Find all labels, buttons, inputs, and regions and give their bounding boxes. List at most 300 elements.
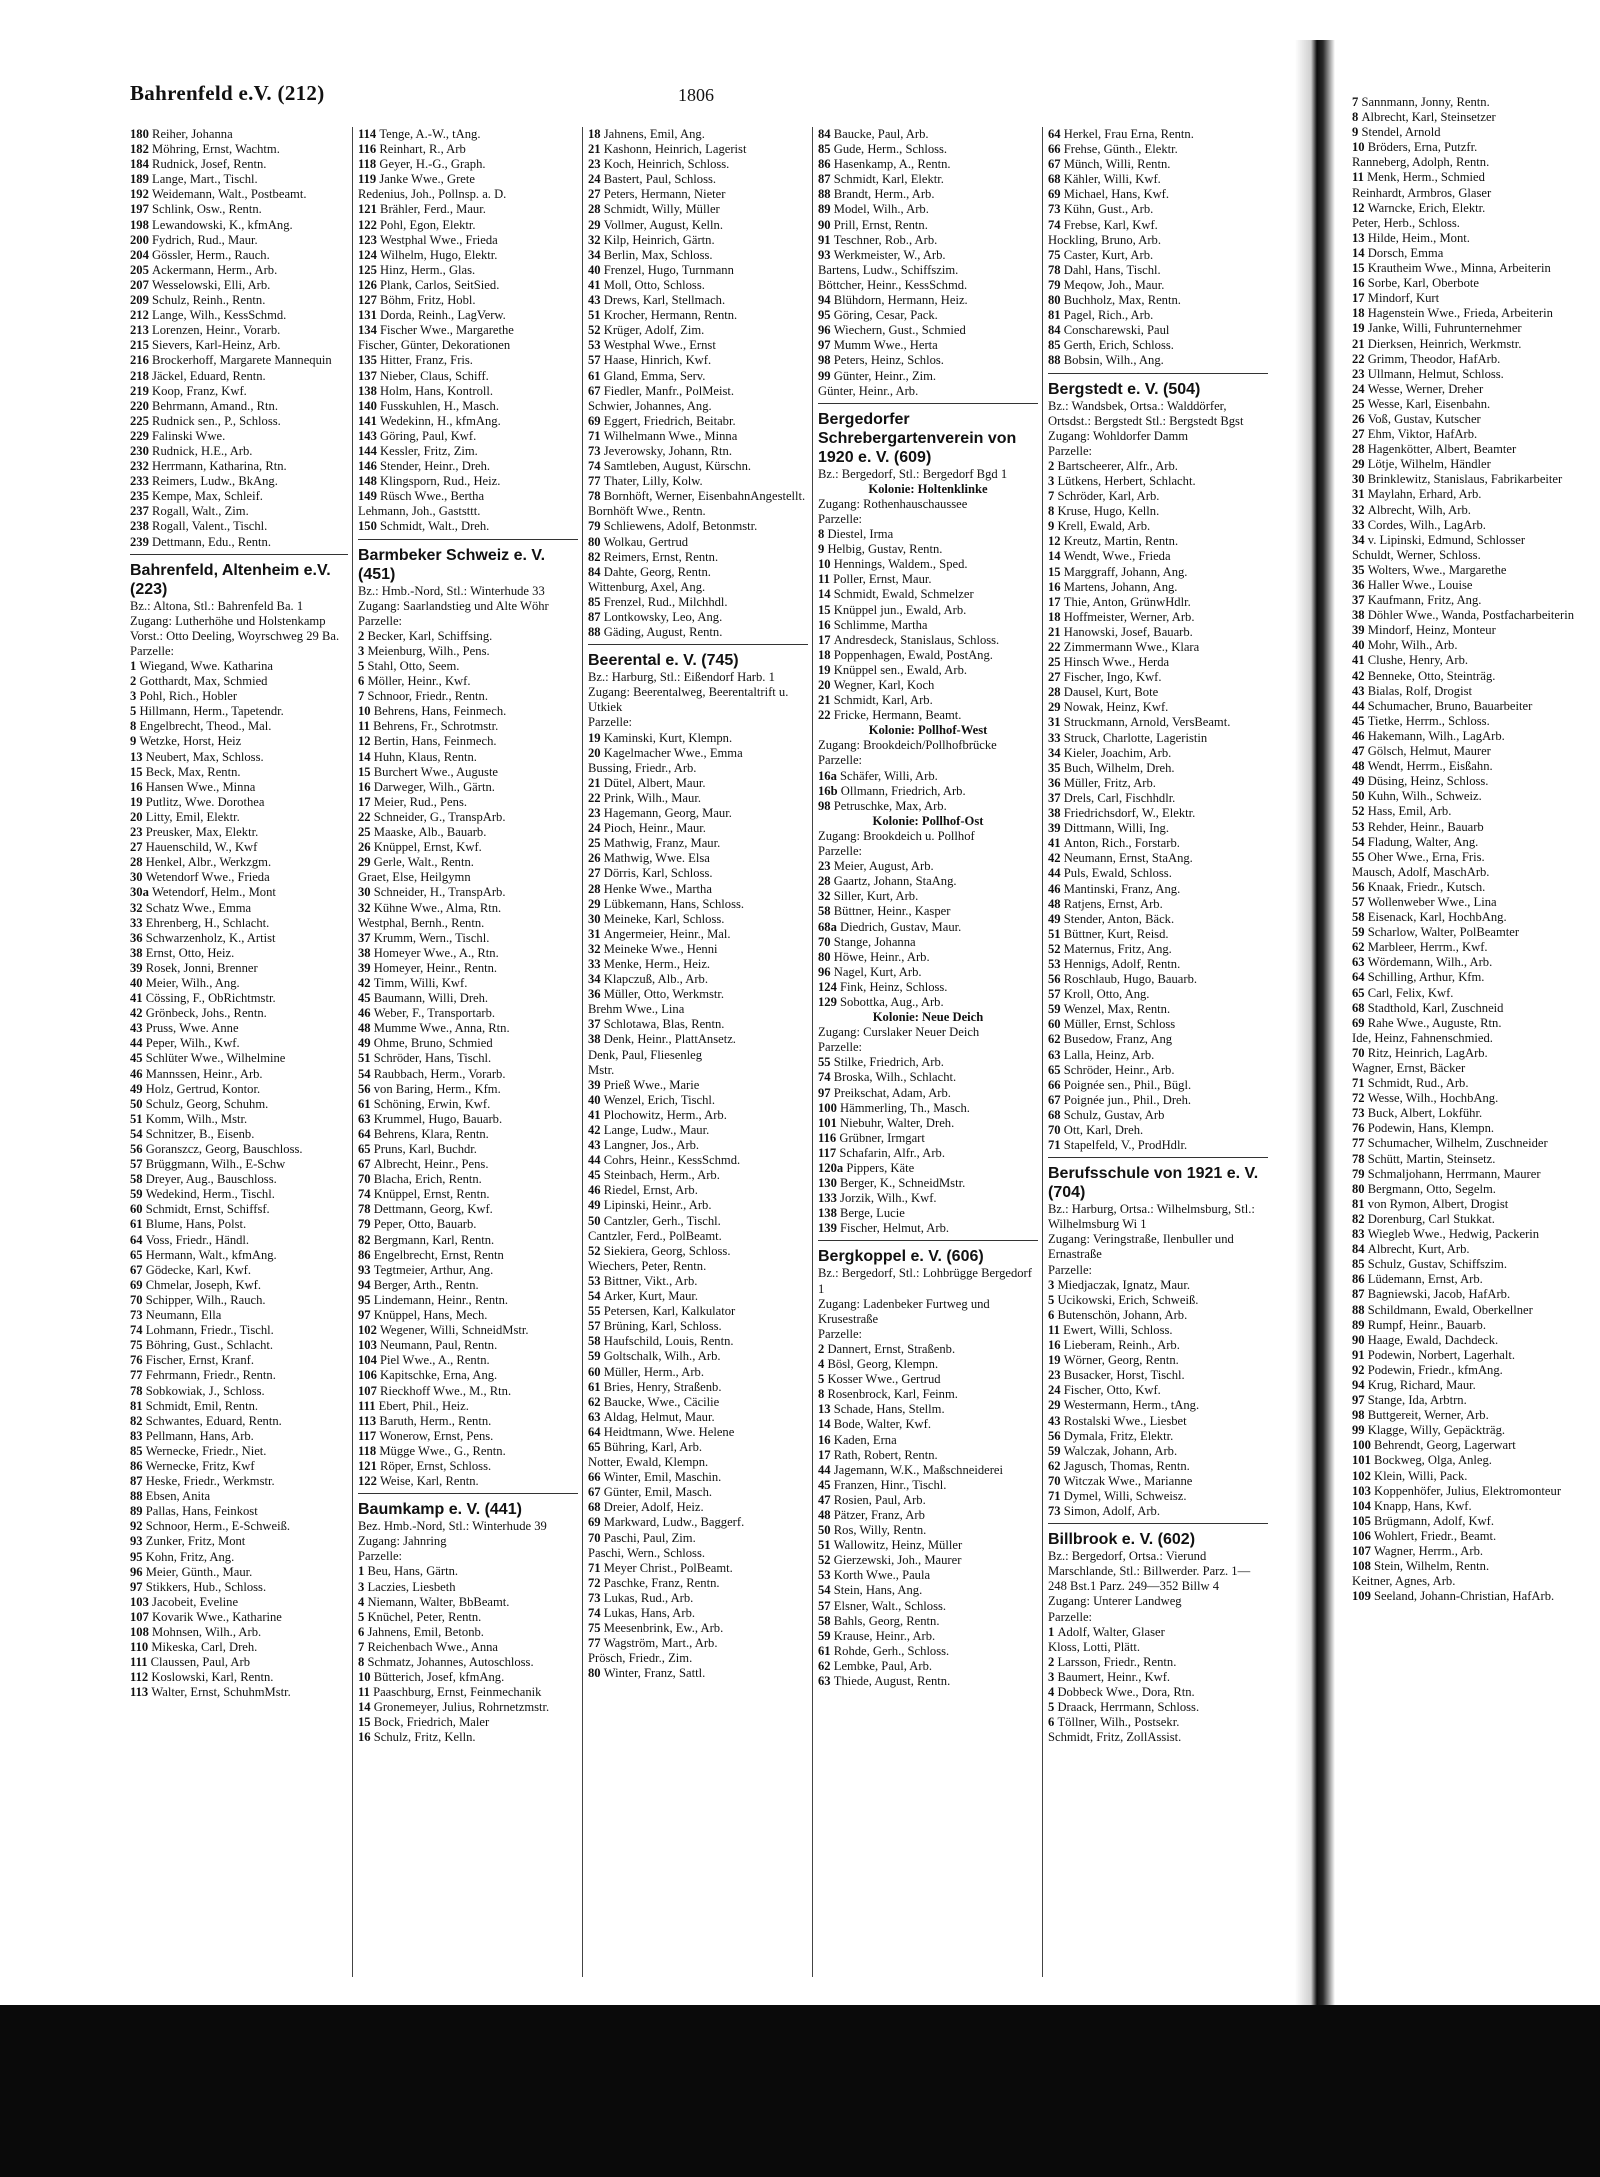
list-item: 2 Dannert, Ernst, Straßenb. [818,1341,956,1356]
list-item: 30 Wetendorf Wwe., Frieda [130,870,270,885]
list-item: 19 Knüppel sen., Ewald, Arb. [818,662,968,677]
colony-title: Kolonie: Holtenklinke [868,481,988,496]
list-item: 102 Klein, Willi, Pack. [1352,1468,1468,1483]
list-item: 59 Krause, Heinr., Arb. [818,1628,936,1643]
list-item: 41 Plochowitz, Herm., Arb. [588,1107,727,1122]
list-item: 20 Wegner, Karl, Koch [818,678,935,692]
list-item: 122 Pohl, Egon, Elektr. [358,217,476,232]
list-item: 44 Puls, Ewald, Schloss. [1048,866,1172,881]
list-item: 13 Schade, Hans, Stellm. [818,1402,945,1417]
list-item: 237 Rogall, Walt., Zim. [130,504,249,519]
list-item: 97 Preikschat, Adam, Arb. [818,1085,951,1100]
list-item: 16 Kaden, Erna [818,1432,897,1447]
list-item: 18 Jahnens, Emil, Ang. [588,127,705,141]
section-access: Zugang: Wohldorfer Damm [1048,428,1189,443]
list-item: 85 Frenzel, Rud., Milchhdl. [588,594,728,609]
list-item: 76 Fischer, Ernst, Kranf. [130,1353,255,1368]
list-item: 73 Simon, Adolf, Arb. [1048,1504,1160,1519]
list-item: 57 Haase, Hinrich, Kwf. [588,353,712,368]
list-item: 49 Düsing, Heinz, Schloss. [1352,774,1489,789]
list-item: 60 Schmidt, Ernst, Schiffsf. [130,1202,270,1217]
list-item: 25 Hinsch Wwe., Herda [1048,655,1170,670]
list-item: 68 Dreier, Adolf, Heiz. [588,1500,704,1515]
list-item: 65 Carl, Felix, Kwf. [1352,985,1454,1000]
list-item: 225 Rudnick sen., P., Schloss. [130,413,281,428]
list-item: 3 Meienburg, Wilh., Pens. [358,643,490,658]
list-item: 80 Winter, Franz, Sattl. [588,1666,706,1681]
list-item: 35 Buch, Wilhelm, Dreh. [1048,760,1175,775]
section-district: Bez. Hmb.-Nord, Stl.: Winterhude 39 [358,1519,547,1534]
list-item: Bornhöft Wwe., Rentn. [588,504,706,519]
entry-list [358,1564,578,1745]
list-item: 27 Dörris, Karl, Schloss. [588,866,713,881]
list-item: 97 Knüppel, Hans, Mech. [358,1308,488,1323]
list-item: 45 Steinbach, Herm., Arb. [588,1168,720,1183]
list-item: 24 Pioch, Heinr., Maur. [588,821,706,836]
list-item: 12 Kreutz, Martin, Rentn. [1048,534,1179,549]
list-item: 22 Prink, Wilh., Maur. [588,790,701,805]
list-item: 62 Marbleer, Herrm., Kwf. [1352,940,1488,955]
section-title: Bergkoppel e. V. (606) [818,1248,984,1266]
list-item: 73 Kühn, Gust., Arb. [1048,202,1154,217]
list-item: 58 Haufschild, Louis, Rentn. [588,1334,734,1349]
list-item: 34 Berlin, Max, Schloss. [588,247,713,262]
list-item: 50 Kuhn, Wilh., Schweiz. [1352,789,1482,804]
list-item: 27 Peters, Hermann, Nieter [588,187,726,202]
list-item: 48 Pätzer, Franz, Arb [818,1507,925,1522]
list-item: 5 Stahl, Otto, Seem. [358,659,460,673]
list-item: 60 Müller, Herm., Arb. [588,1364,704,1379]
list-item: 18 Hoffmeister, Werner, Arb. [1048,609,1195,624]
list-item: 10 Hennings, Waldem., Sped. [818,557,968,572]
list-item: 38 Friedrichsdorf, W., Elektr. [1048,806,1196,821]
column-divider [352,127,353,1977]
list-item: 30 Meineke, Karl, Schloss. [588,911,725,926]
list-item: 59 Walczak, Johann, Arb. [1048,1443,1178,1458]
list-item: 3 Lütkens, Herbert, Schlacht. [1048,473,1196,488]
list-item: 101 Niebuhr, Walter, Dreh. [818,1115,955,1130]
list-item: 29 Nowak, Heinz, Kwf. [1048,700,1169,715]
list-item: Redenius, Joh., Pollnsp. a. D. [358,187,507,202]
list-item: 6 Butenschön, Johann, Arb. [1048,1307,1188,1322]
list-item: 56 Knaak, Friedr., Kutsch. [1352,879,1486,894]
list-item: 60 Müller, Ernst, Schloss [1048,1017,1176,1032]
list-item: 212 Lange, Wilh., KessSchmd. [130,308,287,323]
list-item: 25 Wesse, Karl, Eisenbahn. [1352,396,1491,411]
list-item: 230 Rudnick, H.E., Arb. [130,443,253,458]
section-parcel-label: Parzelle: [818,1040,863,1055]
list-item: 180 Reiher, Johanna [130,127,233,141]
list-item: 59 Wenzel, Max, Rentn. [1048,1002,1171,1017]
list-item: 23 Meier, August, Arb. [818,859,934,874]
list-item: Mausch, Adolf, MaschArb. [1352,864,1490,879]
entry-list [1048,459,1268,1153]
list-item: 92 Schnoor, Herm., E-Schweiß. [130,1519,291,1534]
list-item: 21 Kashonn, Heinrich, Lagerist [588,142,747,157]
list-item: 94 Blühdorn, Hermann, Heiz. [818,293,968,308]
list-item: 52 Hass, Emil, Arb. [1352,804,1452,819]
list-item: Graet, Else, Heilgymn [358,870,471,885]
section-parcel-label: Parzelle: [1048,1262,1093,1277]
list-item: 43 Pruss, Wwe. Anne [130,1021,239,1036]
list-item: 73 Neumann, Ella [130,1308,222,1323]
scan-bottom-border [0,2005,1600,2177]
list-item: 28 Henke Wwe., Martha [588,881,712,896]
list-item: 59 Goltschalk, Wilh., Arb. [588,1349,721,1364]
list-item: 116 Grübner, Irmgart [818,1130,925,1145]
list-item: 88 Ebsen, Anita [130,1489,211,1504]
list-item: 43 Langner, Jos., Arb. [588,1138,700,1153]
list-item: 104 Knapp, Hans, Kwf. [1352,1498,1472,1513]
section-access: Zugang: Rothenhauschaussee [818,496,968,511]
list-item: 50 Schulz, Georg, Schuhm. [130,1096,269,1111]
list-item: 30 Brinklewitz, Stanislaus, Fabrikarbeiter [1352,472,1563,487]
list-item: 89 Pallas, Hans, Feinkost [130,1504,258,1519]
list-item: 83 Wiegleb Wwe., Hedwig, Packerin [1352,1227,1540,1242]
list-item: 46 Weber, F., Transportarb. [358,1006,496,1021]
list-item: 21 Schmidt, Karl, Arb. [818,693,933,708]
list-item: 31 Angermeier, Heinr., Mal. [588,926,731,941]
list-item: 58 Eisenack, Karl, HochbAng. [1352,910,1507,925]
section-access: Zugang: Brookdeich/Pollhofbrücke [818,738,997,753]
list-item: 63 Lalla, Heinz, Arb. [1048,1047,1155,1062]
list-item: 111 Ebert, Phil., Heiz. [358,1398,469,1413]
list-item: 54 Raubbach, Herm., Vorarb. [358,1066,506,1081]
list-item: 70 Paschi, Paul, Zim. [588,1530,696,1545]
list-item: 98 Buttgereit, Werner, Arb. [1352,1408,1489,1423]
list-item: 55 Petersen, Karl, Kalkulator [588,1304,736,1319]
list-item: 114 Tenge, A.-W., tAng. [358,127,481,141]
list-item: 7 Schnoor, Friedr., Rentn. [358,689,488,704]
list-item: 15 Knüppel jun., Ewald, Arb. [818,602,967,617]
list-item: 9 Krell, Ewald, Arb. [1048,519,1151,534]
list-item: 14 Bode, Walter, Kwf. [818,1417,931,1432]
section-district: Bz.: Hmb.-Nord, Stl.: Winterhude 33 [358,583,545,598]
section-parcel-label: Parzelle: [818,511,863,526]
list-item: 52 Gierzewski, Joh., Maurer [818,1553,962,1568]
list-item: 34 v. Lipinski, Edmund, Schlosser [1352,532,1526,547]
list-item: 49 Holz, Gertrud, Kontor. [130,1081,261,1096]
list-item: 2 Larsson, Friedr., Rentn. [1048,1654,1177,1669]
list-item: 205 Ackermann, Herm., Arb. [130,262,278,277]
list-item: 39 Rosek, Jonni, Brenner [130,960,258,975]
section-rule [130,554,348,555]
list-item: 108 Stein, Wilhelm, Rentn. [1352,1559,1490,1574]
column-divider [812,127,813,1977]
list-item: 36 Schwarzenholz, K., Artist [130,930,276,945]
entry-list [818,769,1038,814]
list-item: 62 Baucke, Wwe., Cäcilie [588,1394,720,1409]
section-rule [818,1240,1038,1241]
list-item: 39 Dittmann, Willi, Ing. [1048,821,1170,836]
section-title: Billbrook e. V. (602) [1048,1531,1196,1549]
entry-list [358,629,578,1489]
section-rule [588,644,808,645]
column-2 [358,127,578,1746]
list-item: 97 Mumm Wwe., Herta [818,338,938,353]
list-item: 89 Model, Wilh., Arb. [818,202,929,217]
list-item: 53 Hennigs, Adolf, Rentn. [1048,956,1181,971]
list-item: 42 Lange, Ludw., Maur. [588,1123,710,1137]
list-item: 71 Dymel, Willi, Schweisz. [1048,1488,1187,1503]
list-item: 51 Schröder, Hans, Tischl. [358,1051,492,1066]
list-item: 121 Brähler, Ferd., Maur. [358,202,486,217]
list-item: 75 Caster, Kurt, Arb. [1048,247,1154,262]
list-item: 17 Andresdeck, Stanislaus, Schloss. [818,632,1000,647]
list-item: 5 Knüchel, Peter, Rentn. [358,1609,482,1624]
section-access: Zugang: Beerentalweg, Beerentaltrift u. Utkiek [588,685,789,715]
list-item: Wittenburg, Axel, Ang. [588,579,706,594]
list-item: 87 Lontkowsky, Leo, Ang. [588,610,723,624]
column-divider [1042,127,1043,1977]
list-item: 95 Lindemann, Heinr., Rentn. [358,1292,509,1307]
list-item: 26 Knüppel, Ernst, Kwf. [358,840,482,855]
list-item: 86 Lüdemann, Ernst, Arb. [1352,1272,1483,1287]
list-item: 62 Busedow, Franz, Ang [1048,1032,1173,1047]
list-item: 53 Rehder, Heinr., Bauarb [1352,819,1484,834]
list-item: 85 Schulz, Gustav, Schiffszim. [1352,1257,1507,1272]
list-item: 220 Behrmann, Amand., Rtn. [130,398,278,413]
list-item: 113 Walter, Ernst, SchuhmMstr. [130,1685,291,1700]
list-item: 219 Koop, Franz, Kwf. [130,383,247,398]
section-title: Bahrenfeld, Altenheim e.V. (223) [130,561,331,598]
list-item: 122 Weise, Karl, Rentn. [358,1474,479,1489]
list-item: 75 Meesenbrink, Ew., Arb. [588,1621,724,1636]
list-item: 98 Peters, Heinz, Schlos. [818,353,944,368]
section-title: Beerental e. V. (745) [588,652,739,670]
list-item: 34 Kieler, Joachim, Arb. [1048,745,1172,760]
column-4 [818,127,1038,1689]
list-item: 42 Timm, Willi, Kwf. [358,975,468,990]
list-item: 68a Diedrich, Gustav, Maur. [818,919,962,934]
list-item: 88 Schildmann, Ewald, Oberkellner [1352,1302,1533,1317]
list-item: 58 Büttner, Heinr., Kasper [818,904,951,919]
section-title: Barmbeker Schweiz e. V. (451) [358,546,546,583]
list-item: 79 Schmaljohann, Herrmann, Maurer [1352,1166,1541,1181]
list-item: 17 Rath, Robert, Rentn. [818,1447,938,1462]
list-item: 28 Hagenkötter, Albert, Beamter [1352,442,1517,457]
list-item: 29 Gerle, Walt., Rentn. [358,855,474,870]
section-district: Bz.: Bergedorf, Ortsa.: Vierund Marschlande, Stl.: Billwerder. Parz. 1—248 Bst.1 Parz. 249—352 Billw 4 [1048,1549,1251,1594]
list-item: 19 Janke, Willi, Fuhrunternehmer [1352,321,1522,336]
list-item: 61 Schöning, Erwin, Kwf. [358,1096,491,1111]
list-item: 141 Wedekinn, H., kfmAng. [358,413,501,428]
list-item: 64 Herkel, Frau Erna, Rentn. [1048,127,1194,141]
list-item: 66 Winter, Emil, Maschin. [588,1470,722,1485]
list-item: 67 Albrecht, Heinr., Pens. [358,1157,489,1172]
list-item: 8 Kruse, Hugo, Kelln. [1048,504,1160,519]
list-item: 54 Fladung, Walter, Ang. [1352,834,1479,849]
list-item: 81 Pagel, Rich., Arb. [1048,308,1154,323]
page-header [130,75,1240,115]
list-item: Reinhardt, Armbros, Glaser [1352,185,1492,200]
list-item: Prösch, Friedr., Zim. [588,1651,693,1666]
list-item: 74 Samtleben, August, Kürschn. [588,459,752,474]
list-item: 82 Schwantes, Eduard, Rentn. [130,1413,282,1428]
list-item: 40 Frenzel, Hugo, Turnmann [588,262,734,277]
list-item: Kloss, Lotti, Plätt. [1048,1639,1141,1654]
list-item: 90 Haage, Ewald, Dachdeck. [1352,1332,1499,1347]
list-item: 14 Schmidt, Ewald, Schmelzer [818,587,974,602]
list-item: 78 Schütt, Martin, Steinsetz. [1352,1151,1496,1166]
facing-page-column [1340,95,1600,1604]
column-divider [582,127,583,1977]
list-item: 44 Schumacher, Bruno, Bauarbeiter [1352,698,1533,713]
section-access: Zugang: Veringstraße, Ilenbuller und Ernastraße [1048,1232,1234,1262]
list-item: 66 Poignée sen., Phil., Bügl. [1048,1077,1192,1092]
list-item: 62 Jagusch, Thomas, Rentn. [1048,1458,1190,1473]
list-item: 3 Miedjaczak, Ignatz, Maur. [1048,1277,1190,1292]
list-item: 94 Krug, Richard, Maur. [1352,1377,1476,1392]
list-item: 61 Blume, Hans, Polst. [130,1217,247,1232]
list-item: 33 Struck, Charlotte, Lageristin [1048,730,1208,745]
section-access: Zugang: Saarlandstieg und Alte Wöhr [358,598,549,613]
list-item: Schuldt, Werner, Schloss. [1352,547,1481,562]
list-item: Brehm Wwe., Lina [588,1002,685,1017]
list-item: 86 Engelbrecht, Ernst, Rentn [358,1247,504,1262]
list-item: 15 Krautheim Wwe., Minna, Arbeiterin [1352,261,1551,276]
list-item: 74 Frebse, Karl, Kwf. [1048,217,1158,232]
list-item: 49 Ohme, Bruno, Schmied [358,1036,493,1051]
list-item: 11 Paaschburg, Ernst, Feinmechanik [358,1685,542,1700]
column-1 [130,127,348,1700]
list-item: Keitner, Agnes, Arb. [1352,1574,1456,1589]
list-item: 5 Ucikowski, Erich, Schweiß. [1048,1292,1199,1307]
entry-list [1048,1278,1268,1520]
list-item: 37 Krumm, Wern., Tischl. [358,930,490,945]
list-item: 42 Neumann, Ernst, StaAng. [1048,851,1193,866]
list-item: 24 Bastert, Paul, Schloss. [588,172,717,187]
list-item: 86 Wernecke, Fritz, Kwf [130,1458,255,1473]
list-item: 125 Hinz, Herm., Glas. [358,262,476,277]
list-item: 69 Markward, Ludw., Baggerf. [588,1515,745,1530]
list-item: 27 Ehm, Viktor, HafArb. [1352,427,1478,442]
section-rule [358,539,578,540]
list-item: 41 Cössing, F., ObRichtmstr. [130,991,276,1006]
list-item: 200 Fydrich, Rud., Maur. [130,232,258,247]
list-item: 38 Homeyer Wwe., A., Rtn. [358,945,499,960]
section-title: Bergstedt e. V. (504) [1048,380,1201,398]
entry-list [1048,1625,1268,1746]
list-item: 49 Stender, Anton, Bäck. [1048,911,1175,926]
list-item: 59 Scharlow, Walter, PolBeamter [1352,925,1520,940]
list-item: Peter, Herb., Schloss. [1352,215,1460,230]
list-item: 69 Eggert, Friedrich, Beitabr. [588,413,736,428]
list-item: 35 Wolters, Wwe., Margarethe [1352,562,1507,577]
list-item: 15 Bock, Friedrich, Maler [358,1715,490,1730]
list-item: 24 Fischer, Otto, Kwf. [1048,1383,1161,1398]
list-item: 56 Goranszcz, Georg, Bauschloss. [130,1142,303,1156]
list-item: 32 Kühne Wwe., Alma, Rtn. [358,900,502,915]
list-item: 43 Bialas, Rolf, Drogist [1352,683,1472,698]
list-item: 15 Beck, Max, Rentn. [130,764,241,779]
list-item: 100 Hämmerling, Th., Masch. [818,1100,970,1115]
list-item: 93 Tegtmeier, Arthur, Ang. [358,1262,494,1277]
section-parcel-label: Parzelle: [1048,1609,1093,1624]
list-item: 45 Franzen, Hinr., Tischl. [818,1477,947,1492]
list-item: 80 Buchholz, Max, Rentn. [1048,293,1181,308]
list-item: 213 Lorenzen, Heinr., Vorarb. [130,323,281,338]
list-item: 127 Böhm, Fritz, Hobl. [358,293,476,308]
list-item: 49 Lipinski, Heinr., Arb. [588,1198,712,1213]
list-item: 53 Korth Wwe., Paula [818,1568,931,1583]
list-item: 29 Lübkemann, Hans, Schloss. [588,896,745,911]
list-item: 61 Gland, Emma, Serv. [588,368,706,383]
list-item: 72 Paschke, Franz, Rentn. [588,1575,720,1590]
list-item: 107 Rieckhoff Wwe., M., Rtn. [358,1383,512,1398]
list-item: 3 Baumert, Heinr., Kwf. [1048,1669,1171,1684]
list-item: 38 Ernst, Otto, Heiz. [130,945,235,960]
list-item: 8 Diestel, Irma [818,527,894,542]
section-parcel-label: Parzelle: [818,844,863,859]
list-item: 79 Meqow, Joh., Maur. [1048,277,1165,292]
list-item: 31 Maylahn, Erhard, Arb. [1352,487,1482,502]
list-item: 51 Komm, Wilh., Mstr. [130,1111,248,1126]
list-item: 81 Schmidt, Emil, Rentn. [130,1398,259,1413]
list-item: 84 Dahte, Georg, Rentn. [588,564,711,579]
list-item: 13 Neubert, Max, Schloss. [130,749,264,764]
list-item: 6 Töllner, Wilh., Postsekr. [1048,1715,1180,1730]
list-item: 96 Meier, Günth., Maur. [130,1564,253,1579]
list-item: 63 Wördemann, Wilh., Arb. [1352,955,1493,970]
list-item: 67 Fiedler, Manfr., PolMeist. [588,383,735,398]
list-item: 87 Bagniewski, Jacob, HafArb. [1352,1287,1511,1302]
list-item: 124 Wilhelm, Hugo, Elektr. [358,247,498,262]
list-item: 56 von Baring, Herm., Kfm. [358,1081,501,1096]
list-item: 27 Fischer, Ingo, Kwf. [1048,670,1162,685]
list-item: Westphal, Bernh., Rentn. [358,915,485,930]
list-item: 55 Stilke, Friedrich, Arb. [818,1055,944,1070]
list-item: 1 Wiegand, Wwe. Katharina [130,659,273,673]
list-item: 216 Brockerhoff, Margarete Mannequin [130,353,332,368]
list-item: 14 Dorsch, Emma [1352,245,1444,260]
list-item: 82 Reimers, Ernst, Rentn. [588,549,719,564]
list-item: 103 Neumann, Paul, Rentn. [358,1338,498,1353]
list-item: 140 Fusskuhlen, H., Masch. [358,398,499,413]
list-item: 58 Dreyer, Aug., Bauschloss. [130,1172,277,1187]
list-item: 218 Jäckel, Eduard, Rentn. [130,368,266,383]
list-item: 5 Hillmann, Herm., Tapetendr. [130,704,284,719]
list-item: 37 Schlotawa, Blas, Rentn. [588,1017,725,1032]
page-number: 1806 [678,85,714,105]
list-item: 20 Kagelmacher Wwe., Emma [588,745,743,760]
section-access: Zugang: Unterer Landweg [1048,1594,1182,1609]
list-item: 16 Sorbe, Karl, Oberbote [1352,276,1479,291]
list-item: 78 Sobkowiak, J., Schloss. [130,1383,265,1398]
list-item: 192 Weidemann, Walt., Postbeamt. [130,187,307,202]
list-item: 16b Ollmann, Friedrich, Arb. [818,783,966,798]
list-item: 25 Maaske, Alb., Bauarb. [358,825,487,840]
list-item: 52 Siekiera, Georg, Schloss. [588,1243,731,1258]
list-item: 63 Krummel, Hugo, Bauarb. [358,1111,503,1126]
section-title: Baumkamp e. V. (441) [358,1501,522,1519]
section-rule [1048,1523,1268,1524]
list-item: 33 Cordes, Wilh., LagArb. [1352,517,1486,532]
list-item: 32 Kilp, Heinrich, Gärtn. [588,232,715,247]
list-item: 235 Kempe, Max, Schleif. [130,489,263,504]
list-item: 103 Jacobeit, Eveline [130,1594,239,1609]
list-item: 44 Cohrs, Heinr., KessSchmd. [588,1153,741,1168]
section-rule [818,403,1038,404]
list-item: 29 Westermann, Herm., tAng. [1048,1398,1200,1413]
list-item: Ranneberg, Adolph, Rentn. [1352,155,1490,170]
entry-list [130,659,348,1700]
list-item: 84 Conscharewski, Paul [1048,323,1170,338]
list-item: 78 Bornhöft, Werner, EisenbahnAngestellt. [588,489,806,504]
list-item: Cantzler, Ferd., PolBeamt. [588,1228,722,1243]
section-district: Bz.: Harburg, Stl.: Eißendorf Harb. 1 [588,670,775,685]
list-item: 197 Schlink, Osw., Rentn. [130,202,262,217]
